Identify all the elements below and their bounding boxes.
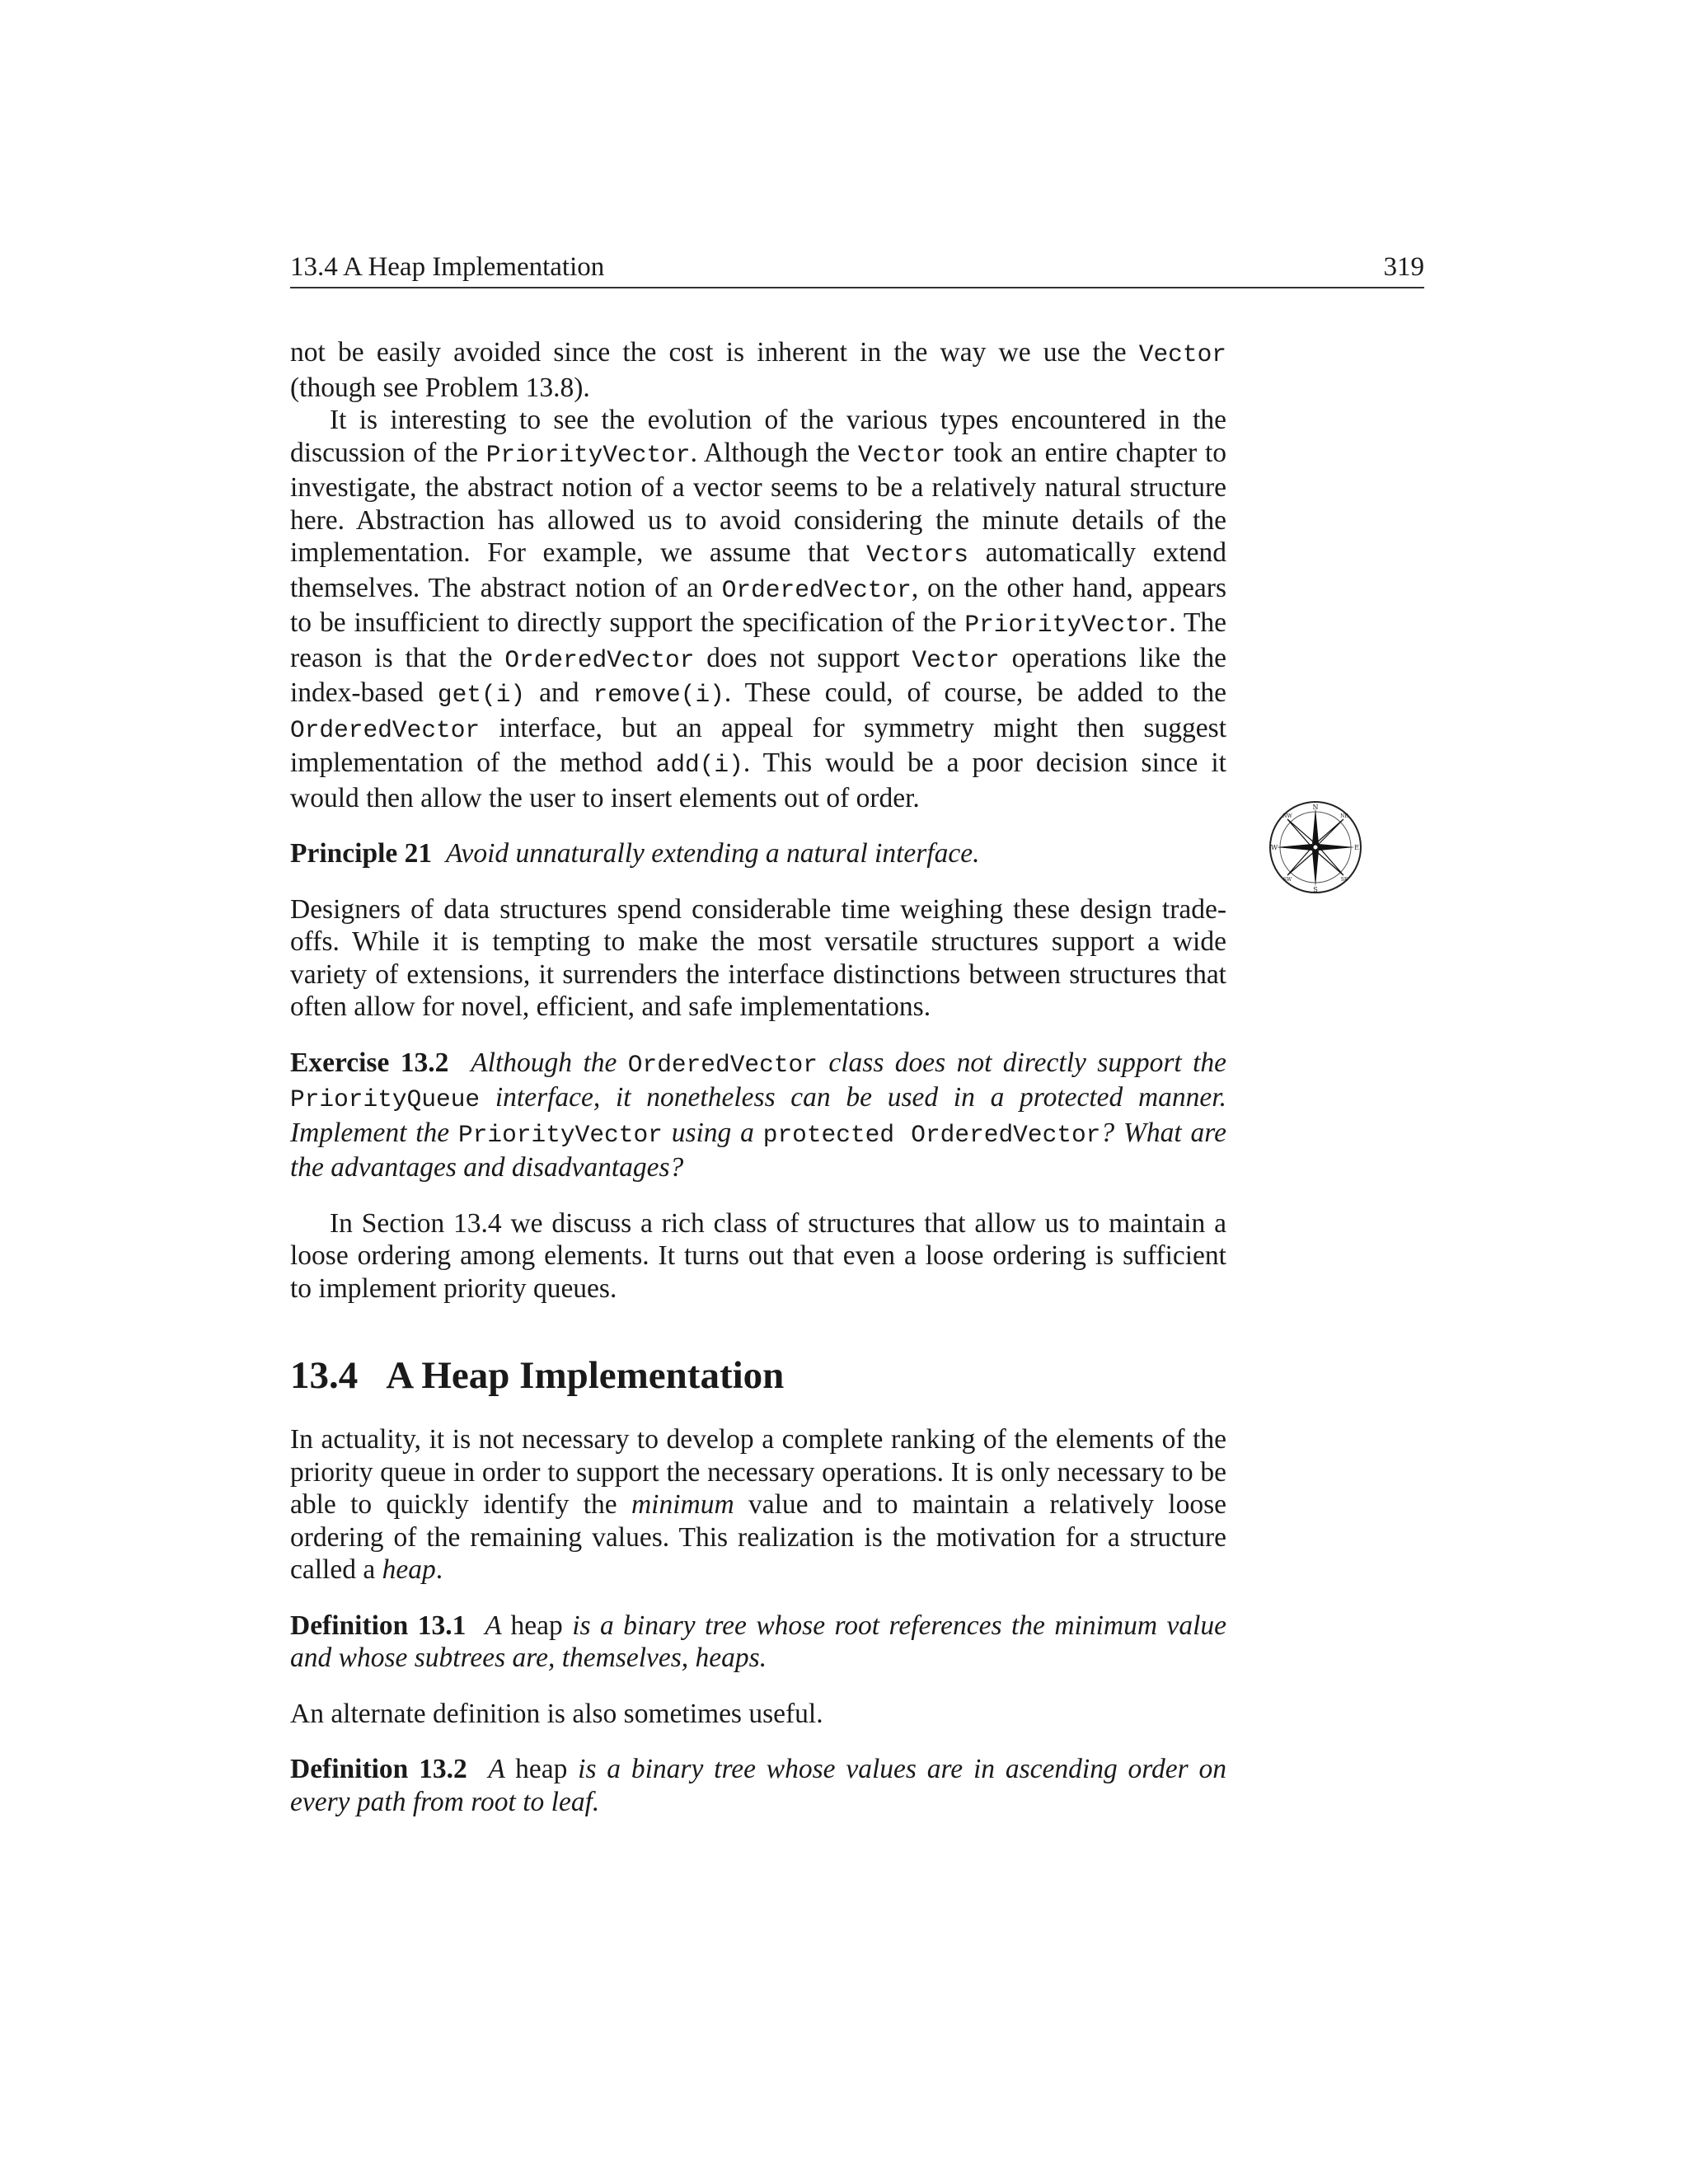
paragraph-section-ref: In Section 13.4 we discuss a rich class of structures that allow us to maintain a loose ordering among elements. It turns out that even a loose ordering is sufficient to implement priority queues. [290,1207,1226,1304]
text: (though see Problem 13.8). [290,372,590,403]
running-head [290,251,1424,288]
exercise-13-2 [290,1047,1226,1184]
code-term: Vectors [866,541,968,569]
emphasis: heap [382,1554,436,1585]
section-number: 13.4 [290,1354,359,1397]
text: using a [662,1117,763,1148]
code-term: PriorityVector [485,440,691,469]
page-number: 319 [1383,252,1424,282]
section-heading [290,1352,1226,1399]
compass-label-ne: NE [1340,813,1348,819]
code-term: Vector [912,645,1000,674]
text: is a binary tree whose values are in ascending order on every path from root to leaf. [290,1754,1227,1817]
code-term: OrderedVector [504,645,695,674]
code-term: OrderedVector [627,1050,818,1079]
text: . These could, of course, be added to the [724,677,1226,708]
compass-label-sw: SW [1282,877,1292,883]
code-term: Vector [1138,340,1226,368]
emphasis: minimum [631,1489,734,1520]
text: . This would be a poor decision since it would then allow the user to insert elements out of order. [290,748,1226,813]
paragraph-alternate: An alternate definition is also sometimes useful. [290,1698,823,1729]
text: and [525,677,593,708]
text: In actuality, it is not necessary to develop a complete ranking of the elements of the priority queue in order to support the necessary operations. It is only necessary to be able to quickly identify the [290,1424,1226,1520]
text: interface, but an appeal for symmetry might then suggest implementation of the method [290,712,1226,778]
code-term: PriorityQueue [290,1085,481,1113]
compass-label-s: S [1313,886,1318,893]
paragraph-actuality [290,1423,1226,1586]
text: A [488,1754,516,1784]
principle-label: Principle 21 [290,838,433,869]
text: Although the [471,1047,628,1078]
compass-label-w: W [1270,844,1278,851]
running-head-title: 13.4 A Heap Implementation [290,252,605,282]
text: . The reason is that the [290,607,1226,673]
text: operations like the index-based [290,642,1226,708]
code-term: add(i) [655,751,743,779]
definition-label: Definition 13.2 [290,1754,467,1784]
definition-13-1 [290,1610,1226,1675]
code-term: remove(i) [593,681,724,709]
text: . [435,1554,443,1585]
definition-13-2 [290,1753,1226,1818]
principle-21 [290,837,1226,870]
text: automatically extend themselves. The abstract notion of an [290,537,1226,603]
text: ? What are the advantages and disadvantages? [290,1117,1226,1183]
text: not be easily avoided since the cost is inherent in the way we use the [290,337,1139,368]
text: does not support [694,642,912,673]
principle-text: Avoid unnaturally extending a natural interface. [445,838,980,869]
text: is a binary tree whose root references the minimum value and whose subtrees are, themselves, heaps. [290,1610,1227,1673]
code-term: get(i) [437,681,526,709]
compass-rose-icon [1268,799,1363,895]
text: . Although the [690,437,858,468]
exercise-label: Exercise 13.2 [290,1047,449,1078]
text: value and to maintain a relatively loose ordering of the remaining values. This realization is the motivation for a structure called a [290,1489,1226,1585]
code-term: protected OrderedVector [762,1120,1101,1149]
compass-label-nw: NW [1282,813,1292,819]
compass-label-n: N [1312,804,1319,811]
defined-term: heap [515,1754,568,1784]
text: It is interesting to see the evolution of the various types encountered in the discussion of the [290,405,1226,468]
code-term: Vector [857,440,946,469]
code-term: PriorityVector [458,1120,663,1149]
defined-term: heap [510,1610,563,1641]
section-title: A Heap Implementation [386,1354,785,1397]
text: A [485,1610,511,1641]
paragraph-designers: Designers of data structures spend considerable time weighing these design trade-offs. While it is tempting to make the most versatile structures support a wide variety of extensions, it surrenders the interface distinctions between structures that often allow for novel, efficient, and safe implementations. [290,893,1226,1022]
definition-label: Definition 13.1 [290,1610,467,1641]
compass-label-e: E [1354,844,1359,851]
code-term: OrderedVector [721,575,912,604]
compass-label-se: SE [1340,877,1348,883]
text: interface, it nonetheless can be used in a protected manner. Implement the [290,1082,1226,1148]
text: , on the other hand, appears to be insufficient to directly support the specification of the [290,572,1226,638]
code-term: OrderedVector [290,715,481,744]
code-term: PriorityVector [964,611,1170,639]
paragraph-evolution [290,404,1226,814]
text: class does not directly support the [817,1047,1227,1078]
text: took an entire chapter to investigate, the abstract notion of a vector seems to be a relatively natural structure here. Abstraction has allowed us to avoid considering the minute details of the implementation. For example, we assume that [290,437,1226,568]
page-body [290,336,1226,1818]
paragraph-continuation [290,336,1226,404]
